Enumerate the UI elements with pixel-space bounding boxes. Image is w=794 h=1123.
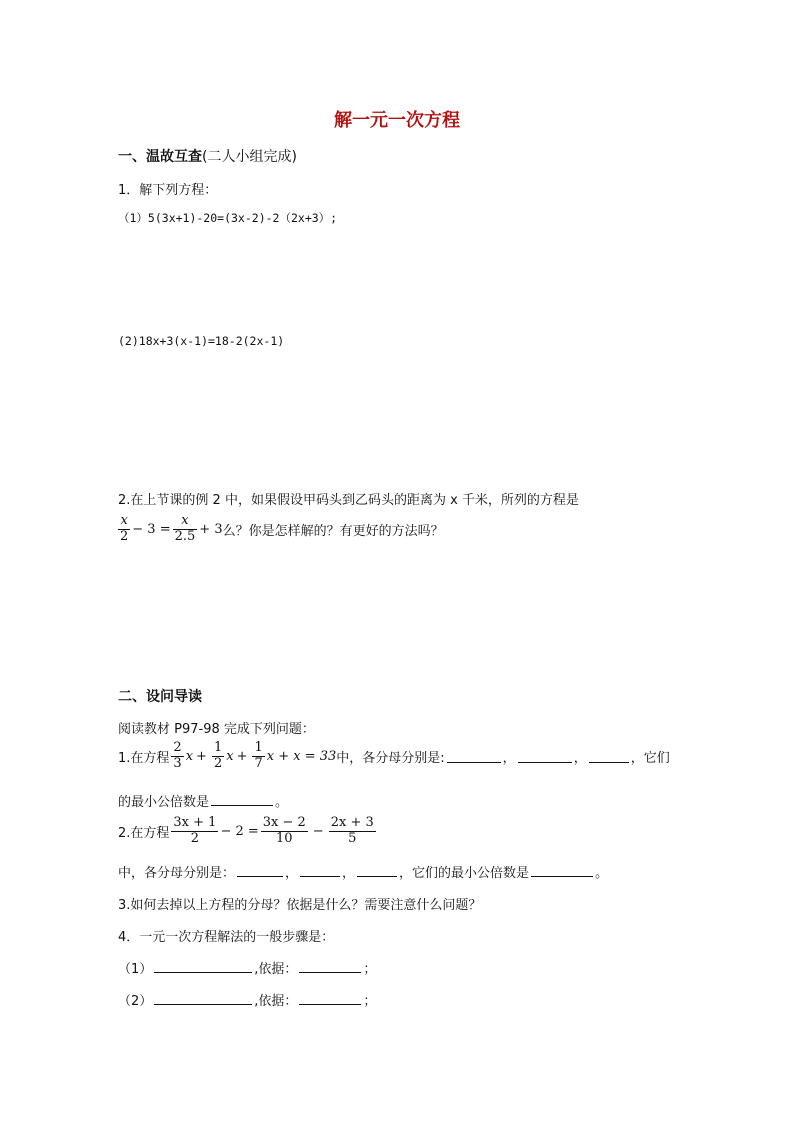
q2-frac2 [173,514,198,545]
s2-q2-frac3-num: 2x + 3 [330,815,374,830]
s2-q1-frac2-den: 2 [213,755,223,771]
s2-q2-minus: − [312,823,324,839]
step2-basis-blank[interactable] [299,992,361,1005]
s2-q1-frac3 [252,741,264,772]
s2-q2-blank3[interactable] [357,864,397,877]
s2-q2-period: 。 [595,866,609,881]
step1-row [118,958,376,977]
section1-heading-text: 一、温故互查 [118,149,202,165]
s2-q1-blank1[interactable] [447,750,501,763]
s2-q1-period: 。 [275,795,289,810]
s2-q2-comma2: ， [342,866,356,881]
s2-q2-frac2-den: 10 [276,830,293,846]
step2-blank[interactable] [154,992,252,1005]
q2-frac1 [118,514,130,545]
s2-q1-frac3-num: 1 [254,740,263,755]
s2-q1-frac2-num: 1 [213,740,223,755]
s2-q4: 4．一元一次方程解法的一般步骤是： [118,930,335,945]
q1-label: 1．解下列方程： [118,183,218,198]
s2-q1-line1 [118,741,670,772]
s2-q1-x2: x [226,748,234,764]
s2-q1-frac1-den: 3 [173,755,182,771]
q2-frac1-den: 2 [120,528,129,544]
q1-part2: (2)18x+3(x-1)=18-2(2x-1) [118,334,285,348]
step2-basis: ,依据： [254,994,298,1009]
s2-q1-comma2: ， [573,750,587,766]
s2-q2-frac3-den: 5 [348,830,357,846]
section1-heading-note: (二人小组完成) [202,149,297,165]
s2-q2-line2a: 中，各分母分别是： [118,866,236,881]
section1-heading [118,146,297,166]
s2-q2-frac2-num: 3x − 2 [262,815,306,830]
s2-q2-line1 [118,816,378,847]
s2-q1-frac2 [212,741,224,772]
s2-q2-mid: − 2 = [220,823,259,839]
q2-frac1-num: x [118,514,130,530]
s2-q2-frac2 [261,816,308,847]
s2-q2-frac1-den: 2 [190,830,200,846]
s2-q1-prefix: 1.在方程 [118,750,170,766]
s2-q1-blank3[interactable] [589,750,629,763]
s2-q2-line2b: ，它们的最小公倍数是 [399,866,530,881]
s2-q1-frac1-num: 2 [173,740,182,755]
s2-q3: 3.如何去掉以上方程的分母？依据是什么？需要注意什么问题？ [118,898,482,913]
s2-q2-lcm-blank[interactable] [531,864,593,877]
s2-q1-frac1 [171,741,183,772]
s2-q1-x1: x [185,748,194,764]
q2-equation [116,514,444,545]
s2-q1-frac3-den: 7 [254,755,263,771]
q2-eq-mid: − 3 = [132,521,171,537]
step1-semicolon: ； [363,962,377,977]
s2-q1-line2 [118,791,288,810]
s2-q1-line2-text: 的最小公倍数是 [118,795,210,810]
s2-q1-eq-tail: x + x = 33 [266,748,337,764]
s2-q2-comma1: ， [285,866,299,881]
s2-q1-plus1: + [196,748,207,764]
s2-q1-blank2[interactable] [518,750,572,763]
q2-after: 么？你是怎样解的？有更好的方法吗？ [222,523,444,539]
s2-q2-prefix: 2.在方程 [118,825,170,841]
step2-label: （2） [118,994,153,1009]
s2-q1-end: ，它们 [630,750,670,766]
step2-semicolon: ； [363,994,377,1009]
s2-q1-lcm-blank[interactable] [211,793,273,806]
s2-q1-comma1: ， [502,750,516,766]
s2-q2-frac1-num: 3x + 1 [173,815,217,830]
s2-q2-frac3 [329,816,376,847]
step1-basis: ,依据： [254,962,298,977]
step1-basis-blank[interactable] [299,960,361,973]
s2-q2-line2 [118,862,608,881]
page-title: 解一元一次方程 [334,110,460,131]
section2-intro: 阅读教材 P97-98 完成下列问题： [118,722,315,737]
section2-heading: 二、设问导读 [118,689,202,705]
s2-q2-frac1 [171,816,218,847]
q2-eq-tail: + 3 [199,521,223,537]
step1-label: （1） [118,962,153,977]
q1-part1: （1）5(3x+1)-20=(3x-2)-2（2x+3）; [118,211,338,225]
q2-frac2-num: x [173,514,198,530]
s2-q2-blank2[interactable] [300,864,340,877]
s2-q1-plus2: + [236,748,248,764]
s2-q2-blank1[interactable] [237,864,283,877]
q2-text: 2.在上节课的例 2 中，如果假设甲码头到乙码头的距离为 x 千米，所列的方程是 [118,493,579,508]
step1-blank[interactable] [154,960,252,973]
q2-frac2-den: 2.5 [174,528,196,544]
s2-q1-after: 中，各分母分别是: [336,750,445,766]
step2-row [118,990,376,1009]
